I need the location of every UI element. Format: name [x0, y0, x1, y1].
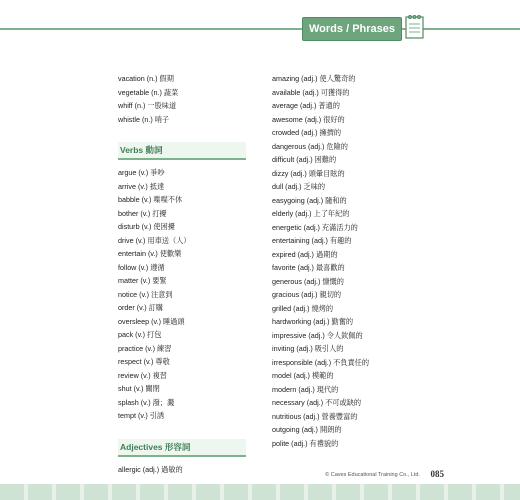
word-entry: pack (v.) 打包 [118, 330, 162, 339]
word-entry: outgoing (adj.) 開朗的 [272, 425, 342, 434]
word-entry: model (adj.) 模範的 [272, 371, 334, 380]
word-entry: tempt (v.) 引誘 [118, 411, 165, 420]
word-entry: notice (v.) 注意到 [118, 289, 173, 299]
word-entry: modern (adj.) 現代的 [272, 384, 339, 394]
word-entry: whistle (n.) 哨子 [118, 114, 170, 124]
word-entry: splash (v.) 潑；濺 [118, 397, 175, 407]
word-entry: crowded (adj.) 擁擠的 [272, 128, 342, 137]
word-entry: babble (v.) 喋喋不休 [118, 195, 183, 204]
word-entry: order (v.) 訂購 [118, 303, 163, 312]
word-entry: awesome (adj.) 很好的 [272, 114, 345, 124]
word-entry: matter (v.) 要緊 [118, 276, 167, 285]
word-entry: review (v.) 複習 [118, 370, 167, 380]
word-entry: dangerous (adj.) 危險的 [272, 141, 348, 151]
word-entry: entertain (v.) 使歡樂 [118, 249, 182, 258]
word-entry: available (adj.) 可獲得的 [272, 87, 350, 97]
word-entry: oversleep (v.) 睡過頭 [118, 316, 185, 326]
word-entry: difficult (adj.) 困難的 [272, 155, 337, 164]
header-tab [302, 17, 402, 41]
word-entry: disturb (v.) 使困擾 [118, 222, 175, 231]
word-entry: vacation (n.) 假期 [118, 74, 174, 83]
word-entry: average (adj.) 普通的 [272, 101, 340, 110]
word-entry: gracious (adj.) 親切的 [272, 290, 342, 299]
word-entry: favorite (adj.) 最喜歡的 [272, 263, 345, 272]
word-entry: shut (v.) 關閉 [118, 384, 160, 393]
word-entry: argue (v.) 爭吵 [118, 168, 165, 177]
word-entry: practice (v.) 練習 [118, 343, 172, 353]
word-entry: entertaining (adj.) 有趣的 [272, 236, 352, 245]
word-entry: grilled (adj.) 燒烤的 [272, 303, 334, 313]
word-entry: easygoing (adj.) 隨和的 [272, 195, 347, 205]
header-rule [0, 28, 520, 30]
word-entry: allergic (adj.) 過敏的 [118, 464, 183, 474]
copyright-text: © Caves Educational Training Co., Ltd. [325, 472, 420, 478]
adjectives-heading: Adjectives 形容詞 [118, 439, 246, 457]
header-title: Words / Phrases [309, 23, 395, 35]
page-number: 085 [430, 469, 444, 479]
notebook-icon [404, 14, 426, 40]
word-entry: hardworking (adj.) 勤奮的 [272, 317, 354, 326]
verbs-heading: Verbs 動詞 [118, 142, 246, 160]
word-entry: inviting (adj.) 吸引人的 [272, 344, 344, 353]
page-footer [0, 470, 520, 500]
word-entry: nutritious (adj.) 營養豐富的 [272, 411, 358, 421]
word-entry: drive (v.) 用車送（人） [118, 235, 191, 245]
word-entry: arrive (v.) 抵達 [118, 181, 165, 191]
right-column [272, 72, 422, 450]
word-entry: follow (v.) 遵循 [118, 262, 165, 272]
word-entry: respect (v.) 尊敬 [118, 357, 170, 366]
page-header [0, 16, 520, 42]
word-entry: expired (adj.) 過期的 [272, 249, 338, 259]
word-entry: amazing (adj.) 使人驚奇的 [272, 74, 356, 83]
word-entry: whiff (n.) 一股味道 [118, 101, 177, 110]
word-entry: impressive (adj.) 令人欽佩的 [272, 330, 363, 340]
word-entry: generous (adj.) 慷慨的 [272, 276, 344, 286]
left-column [118, 72, 258, 476]
word-entry: dull (adj.) 乏味的 [272, 182, 326, 191]
word-entry: polite (adj.) 有禮貌的 [272, 438, 339, 448]
word-entry: bother (v.) 打擾 [118, 208, 167, 218]
word-entry: necessary (adj.) 不可或缺的 [272, 398, 362, 407]
word-entry: elderly (adj.) 上了年紀的 [272, 209, 350, 218]
word-entry: vegetable (n.) 蔬菜 [118, 87, 179, 97]
word-entry: irresponsible (adj.) 不負責任的 [272, 357, 370, 367]
footer-band [0, 484, 520, 500]
word-entry: energetic (adj.) 充滿活力的 [272, 222, 358, 232]
word-entry: dizzy (adj.) 頭暈目眩的 [272, 168, 345, 178]
